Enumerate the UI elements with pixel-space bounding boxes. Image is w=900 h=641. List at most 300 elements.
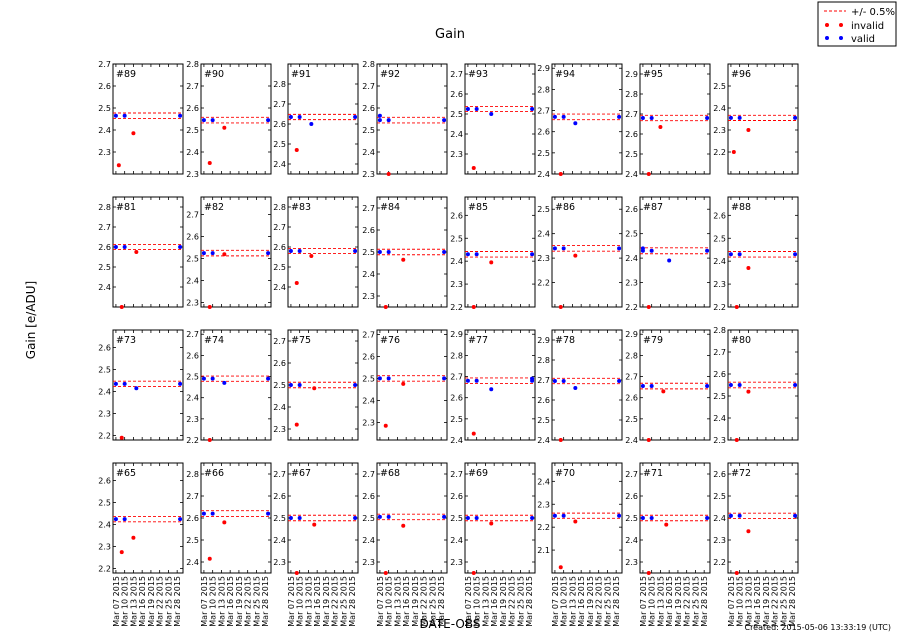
gain-panel xyxy=(362,463,447,627)
y-tick-label: 2.3 xyxy=(713,536,726,545)
y-tick-label: 2.4 xyxy=(273,283,286,292)
valid-point xyxy=(650,384,654,388)
invalid-point xyxy=(295,571,299,575)
valid-point xyxy=(298,383,302,387)
y-tick-label: 2.8 xyxy=(713,326,726,335)
invalid-point xyxy=(735,305,739,309)
y-tick-label: 2.4 xyxy=(273,403,286,412)
y-tick-label: 2.5 xyxy=(186,254,199,264)
y-tick-label: 2.4 xyxy=(362,270,375,279)
valid-point xyxy=(793,514,797,518)
y-tick-label: 2.7 xyxy=(362,82,375,91)
panel-label: #76 xyxy=(380,335,401,346)
x-tick-label: Mar 19 2015 xyxy=(673,576,683,627)
valid-point xyxy=(289,115,293,119)
valid-point xyxy=(309,122,313,126)
gain-panel xyxy=(537,330,622,445)
y-tick-label: 2.3 xyxy=(362,292,375,301)
y-tick-label: 2.8 xyxy=(537,85,550,95)
y-tick-label: 2.1 xyxy=(537,546,550,556)
gain-panel xyxy=(273,64,358,174)
y-tick-label: 2.7 xyxy=(98,60,111,69)
invalid-point xyxy=(664,523,668,527)
x-tick-label: Mar 25 2015 xyxy=(339,576,349,627)
y-tick-label: 2.5 xyxy=(273,514,286,523)
x-tick-label: Mar 10 2015 xyxy=(120,576,130,627)
invalid-point xyxy=(208,305,212,309)
valid-point xyxy=(738,514,742,518)
y-tick-label: 2.3 xyxy=(186,298,199,308)
gain-panel xyxy=(713,197,798,312)
y-tick-label: 2.6 xyxy=(713,470,726,479)
y-tick-label: 2.6 xyxy=(186,514,199,523)
valid-point xyxy=(489,112,493,116)
panel-label: #73 xyxy=(116,335,137,346)
panel-frame xyxy=(201,463,271,573)
invalid-point xyxy=(222,126,226,130)
valid-point xyxy=(466,107,470,111)
valid-point xyxy=(475,379,479,383)
y-tick-label: 2.6 xyxy=(537,127,550,137)
y-tick-label: 2.5 xyxy=(362,514,375,523)
valid-point xyxy=(738,252,742,256)
y-tick-label: 2.7 xyxy=(98,223,111,232)
gain-panel xyxy=(713,326,798,445)
invalid-point xyxy=(134,250,138,254)
valid-point xyxy=(562,246,566,250)
y-tick-label: 2.2 xyxy=(98,564,111,574)
panel-frame xyxy=(465,197,535,307)
invalid-point xyxy=(559,305,563,309)
x-tick-label: Mar 07 2015 xyxy=(375,576,385,627)
y-tick-label: 2.7 xyxy=(273,470,286,479)
panel-label: #84 xyxy=(380,202,401,213)
legend-invalid-dot xyxy=(839,23,843,27)
y-tick-label: 2.6 xyxy=(713,370,726,379)
panel-label: #72 xyxy=(731,468,752,479)
invalid-point xyxy=(472,571,476,575)
invalid-point xyxy=(384,424,388,428)
valid-point xyxy=(123,245,127,249)
y-tick-label: 2.7 xyxy=(186,82,199,91)
x-tick-label: Mar 25 2015 xyxy=(516,576,526,627)
y-tick-label: 2.7 xyxy=(273,337,286,346)
y-tick-label: 2.6 xyxy=(186,232,199,242)
y-tick-label: 2.8 xyxy=(537,356,550,365)
x-tick-label: Mar 13 2015 xyxy=(304,576,314,627)
panel-label: #77 xyxy=(468,335,489,346)
y-tick-label: 2.4 xyxy=(450,536,463,545)
y-tick-label: 2.6 xyxy=(362,492,375,501)
valid-point xyxy=(211,377,215,381)
y-tick-label: 2.4 xyxy=(273,536,286,545)
valid-point xyxy=(266,251,270,255)
x-tick-label: Mar 16 2015 xyxy=(313,576,323,627)
y-tick-label: 2.5 xyxy=(186,126,199,135)
y-tick-label: 2.7 xyxy=(450,372,463,382)
y-tick-label: 2.5 xyxy=(537,205,550,215)
y-tick-label: 2.3 xyxy=(186,170,199,179)
x-tick-label: Mar 10 2015 xyxy=(384,576,394,627)
panel-label: #75 xyxy=(291,335,312,346)
invalid-point xyxy=(208,557,212,561)
y-tick-label: 2.6 xyxy=(537,396,550,405)
y-tick-label: 2.5 xyxy=(362,248,375,257)
y-tick-label: 2.4 xyxy=(713,414,726,423)
gain-panel xyxy=(713,463,798,627)
legend-label-valid: valid xyxy=(851,34,875,45)
x-tick-label: Mar 28 2015 xyxy=(612,576,622,627)
y-tick-label: 2.5 xyxy=(98,498,111,508)
valid-point xyxy=(442,118,446,122)
x-tick-label: Mar 07 2015 xyxy=(111,576,121,627)
panel-label: #88 xyxy=(731,202,752,213)
valid-point xyxy=(466,516,470,520)
valid-point xyxy=(211,118,215,122)
x-tick-label: Mar 13 2015 xyxy=(656,576,666,627)
y-tick-label: 2.4 xyxy=(625,436,638,445)
x-tick-label: Mar 07 2015 xyxy=(199,576,209,627)
y-tick-label: 2.6 xyxy=(625,393,638,403)
y-tick-label: 2.5 xyxy=(537,416,550,425)
valid-point xyxy=(738,383,742,387)
y-tick-label: 2.5 xyxy=(273,381,286,390)
x-tick-label: Mar 28 2015 xyxy=(261,576,271,627)
y-tick-label: 2.4 xyxy=(537,229,550,239)
y-tick-label: 2.2 xyxy=(537,523,550,533)
valid-point xyxy=(553,514,557,518)
x-tick-label: Mar 16 2015 xyxy=(665,576,675,627)
valid-point xyxy=(114,245,118,249)
valid-point xyxy=(266,512,270,516)
y-tick-label: 2.6 xyxy=(362,104,375,113)
gain-panel xyxy=(98,60,183,174)
y-tick-label: 2.6 xyxy=(98,476,111,486)
y-tick-label: 2.6 xyxy=(98,82,111,91)
y-tick-label: 2.8 xyxy=(273,80,286,89)
invalid-point xyxy=(472,166,476,170)
invalid-point xyxy=(120,550,124,554)
valid-point xyxy=(562,514,566,518)
invalid-point xyxy=(489,522,493,526)
y-tick-label: 2.6 xyxy=(450,90,463,99)
invalid-point xyxy=(647,305,651,309)
invalid-point xyxy=(559,172,563,176)
valid-point xyxy=(202,251,206,255)
y-tick-label: 2.3 xyxy=(713,436,726,445)
valid-point xyxy=(298,249,302,253)
invalid-point xyxy=(472,432,476,436)
panel-frame xyxy=(377,330,447,440)
valid-point xyxy=(114,517,118,521)
valid-point xyxy=(573,121,577,125)
x-tick-label: Mar 22 2015 xyxy=(419,576,429,627)
y-tick-label: 2.3 xyxy=(98,148,111,157)
panel-label: #71 xyxy=(643,468,664,479)
y-tick-label: 2.2 xyxy=(537,278,550,288)
gain-panel xyxy=(362,60,447,179)
panel-label: #83 xyxy=(291,202,312,213)
y-tick-label: 2.5 xyxy=(273,263,286,272)
valid-point xyxy=(114,114,118,118)
y-tick-label: 2.3 xyxy=(450,150,463,159)
y-tick-label: 2.6 xyxy=(186,104,199,113)
y-tick-label: 2.3 xyxy=(713,280,726,290)
valid-point xyxy=(705,516,709,520)
panel-label: #82 xyxy=(204,202,225,213)
valid-point xyxy=(617,246,621,250)
panel-label: #69 xyxy=(468,468,489,479)
valid-point xyxy=(378,515,382,519)
x-tick-label: Mar 10 2015 xyxy=(559,576,569,627)
valid-point xyxy=(705,249,709,253)
valid-point xyxy=(729,514,733,518)
x-tick-label: Mar 19 2015 xyxy=(761,576,771,627)
x-tick-label: Mar 28 2015 xyxy=(700,576,710,627)
panel-label: #85 xyxy=(468,202,489,213)
y-tick-label: 2.4 xyxy=(98,520,111,530)
x-tick-label: Mar 28 2015 xyxy=(525,576,535,627)
valid-point xyxy=(353,383,357,387)
valid-point xyxy=(353,115,357,119)
y-tick-label: 2.3 xyxy=(713,126,726,135)
y-tick-label: 2.3 xyxy=(98,542,111,552)
invalid-point xyxy=(131,536,135,540)
y-tick-label: 2.4 xyxy=(537,477,550,487)
x-tick-label: Mar 22 2015 xyxy=(243,576,253,627)
valid-point xyxy=(650,516,654,520)
valid-point xyxy=(617,514,621,518)
y-tick-label: 2.7 xyxy=(713,348,726,357)
valid-point xyxy=(729,252,733,256)
x-tick-label: Mar 28 2015 xyxy=(437,576,447,627)
panel-label: #94 xyxy=(555,69,576,80)
figure-title: Gain xyxy=(435,27,465,42)
y-tick-label: 2.7 xyxy=(273,100,286,109)
invalid-point xyxy=(401,382,405,386)
y-tick-label: 2.5 xyxy=(362,126,375,135)
x-tick-label: Mar 19 2015 xyxy=(498,576,508,627)
panel-label: #67 xyxy=(291,468,312,479)
panel-label: #65 xyxy=(116,468,137,479)
y-tick-label: 2.6 xyxy=(625,492,638,501)
y-tick-label: 2.5 xyxy=(713,492,726,501)
legend-valid-dot xyxy=(839,36,843,40)
y-tick-label: 2.6 xyxy=(362,226,375,235)
y-tick-label: 2.7 xyxy=(362,470,375,479)
y-tick-label: 2.6 xyxy=(625,130,638,139)
valid-point xyxy=(650,249,654,253)
invalid-point xyxy=(647,571,651,575)
invalid-point xyxy=(732,150,736,154)
invalid-point xyxy=(559,438,563,442)
valid-point xyxy=(530,516,534,520)
panel-label: #81 xyxy=(116,202,137,213)
y-tick-label: 2.3 xyxy=(362,558,375,567)
y-tick-label: 2.4 xyxy=(537,436,550,445)
valid-point xyxy=(378,114,382,118)
y-tick-label: 2.9 xyxy=(450,330,463,340)
panel-frame xyxy=(465,330,535,440)
y-tick-label: 2.6 xyxy=(450,211,463,221)
invalid-point xyxy=(746,128,750,132)
valid-point xyxy=(387,515,391,519)
y-tick-label: 2.7 xyxy=(450,70,463,79)
y-tick-label: 2.8 xyxy=(625,90,638,99)
x-tick-label: Mar 25 2015 xyxy=(603,576,613,627)
y-tick-label: 2.7 xyxy=(186,210,199,220)
valid-point xyxy=(793,383,797,387)
valid-point xyxy=(178,517,182,521)
panel-label: #80 xyxy=(731,335,752,346)
x-tick-label: Mar 25 2015 xyxy=(428,576,438,627)
x-tick-label: Mar 19 2015 xyxy=(234,576,244,627)
y-tick-label: 2.6 xyxy=(98,243,111,252)
y-tick-label: 2.9 xyxy=(625,70,638,79)
y-tick-label: 2.5 xyxy=(625,150,638,159)
y-tick-label: 2.4 xyxy=(186,393,199,403)
panel-frame xyxy=(552,330,622,440)
invalid-point xyxy=(312,523,316,527)
y-tick-label: 2.7 xyxy=(362,204,375,213)
x-tick-label: Mar 22 2015 xyxy=(507,576,517,627)
x-tick-label: Mar 16 2015 xyxy=(490,576,500,627)
legend-label-band: +/- 0.5% xyxy=(851,7,895,18)
x-tick-label: Mar 07 2015 xyxy=(726,576,736,627)
valid-point xyxy=(793,116,797,120)
valid-point xyxy=(573,386,577,390)
valid-point xyxy=(641,516,645,520)
gain-panel xyxy=(186,197,271,309)
y-tick-label: 2.5 xyxy=(450,234,463,244)
invalid-point xyxy=(131,131,135,135)
invalid-point xyxy=(735,438,739,442)
x-tick-label: Mar 22 2015 xyxy=(330,576,340,627)
gain-panel xyxy=(713,64,798,174)
x-tick-label: Mar 25 2015 xyxy=(164,576,174,627)
legend-label-invalid: invalid xyxy=(851,21,885,32)
y-tick-label: 2.6 xyxy=(450,492,463,501)
y-tick-label: 2.5 xyxy=(713,234,726,244)
invalid-point xyxy=(489,260,493,264)
y-tick-label: 2.9 xyxy=(537,336,550,345)
valid-point xyxy=(530,252,534,256)
x-tick-label: Mar 19 2015 xyxy=(410,576,420,627)
valid-point xyxy=(475,252,479,256)
invalid-point xyxy=(401,258,405,262)
y-tick-label: 2.7 xyxy=(625,372,638,382)
gain-panel xyxy=(273,197,358,307)
legend-invalid-dot xyxy=(825,23,829,27)
valid-point xyxy=(378,250,382,254)
panel-frame xyxy=(113,197,183,307)
panel-frame xyxy=(728,463,798,573)
y-tick-label: 2.3 xyxy=(273,558,286,567)
y-tick-label: 2.6 xyxy=(98,343,111,353)
invalid-point xyxy=(735,571,739,575)
x-tick-label: Mar 10 2015 xyxy=(208,576,218,627)
y-tick-label: 2.3 xyxy=(362,170,375,179)
gain-panel xyxy=(186,60,271,179)
invalid-point xyxy=(746,266,750,270)
valid-point xyxy=(562,115,566,119)
invalid-point xyxy=(120,436,124,440)
y-tick-label: 2.3 xyxy=(362,418,375,428)
x-tick-label: Mar 25 2015 xyxy=(252,576,262,627)
invalid-point xyxy=(661,389,665,393)
invalid-point xyxy=(746,529,750,533)
valid-point xyxy=(222,381,226,385)
y-tick-label: 2.4 xyxy=(537,170,550,179)
valid-point xyxy=(489,387,493,391)
y-tick-label: 2.3 xyxy=(450,280,463,290)
valid-point xyxy=(298,115,302,119)
valid-point xyxy=(442,515,446,519)
valid-point xyxy=(530,107,534,111)
invalid-point xyxy=(384,305,388,309)
invalid-point xyxy=(658,125,662,129)
invalid-point xyxy=(472,305,476,309)
y-tick-label: 2.6 xyxy=(450,393,463,403)
x-tick-label: Mar 10 2015 xyxy=(295,576,305,627)
valid-point xyxy=(705,384,709,388)
valid-point xyxy=(466,252,470,256)
valid-point xyxy=(378,376,382,380)
invalid-point xyxy=(312,386,316,390)
x-tick-label: Mar 10 2015 xyxy=(647,576,657,627)
valid-point xyxy=(266,377,270,381)
y-tick-label: 2.4 xyxy=(713,514,726,523)
panel-label: #87 xyxy=(643,202,664,213)
y-tick-label: 2.4 xyxy=(273,160,286,169)
valid-point xyxy=(123,382,127,386)
gain-panel xyxy=(450,330,535,445)
y-tick-label: 2.6 xyxy=(625,205,638,215)
y-tick-label: 2.5 xyxy=(450,110,463,119)
y-tick-label: 2.6 xyxy=(273,359,286,368)
valid-point xyxy=(211,251,215,255)
invalid-point xyxy=(647,438,651,442)
y-tick-label: 2.6 xyxy=(186,351,199,361)
y-tick-label: 2.4 xyxy=(98,387,111,397)
y-tick-label: 2.6 xyxy=(273,492,286,501)
gain-panel xyxy=(186,330,271,445)
x-tick-label: Mar 22 2015 xyxy=(682,576,692,627)
y-tick-label: 2.5 xyxy=(186,536,199,545)
valid-point xyxy=(298,516,302,520)
panel-frame xyxy=(552,197,622,307)
x-tick-label: Mar 25 2015 xyxy=(691,576,701,627)
valid-point xyxy=(466,379,470,383)
y-tick-label: 2.4 xyxy=(362,148,375,157)
x-tick-label: Mar 28 2015 xyxy=(173,576,183,627)
x-tick-label: Mar 16 2015 xyxy=(402,576,412,627)
gain-panel xyxy=(186,463,271,627)
y-tick-label: 2.7 xyxy=(362,330,375,340)
y-tick-label: 2.3 xyxy=(625,278,638,288)
y-tick-label: 2.8 xyxy=(450,351,463,361)
gain-panel xyxy=(98,330,183,441)
valid-point xyxy=(738,116,742,120)
y-tick-label: 2.5 xyxy=(273,140,286,149)
valid-point xyxy=(378,118,382,122)
valid-point xyxy=(202,377,206,381)
y-tick-label: 2.5 xyxy=(625,514,638,523)
y-tick-label: 2.7 xyxy=(537,106,550,116)
x-tick-label: Mar 19 2015 xyxy=(321,576,331,627)
valid-point xyxy=(387,376,391,380)
valid-point xyxy=(729,383,733,387)
